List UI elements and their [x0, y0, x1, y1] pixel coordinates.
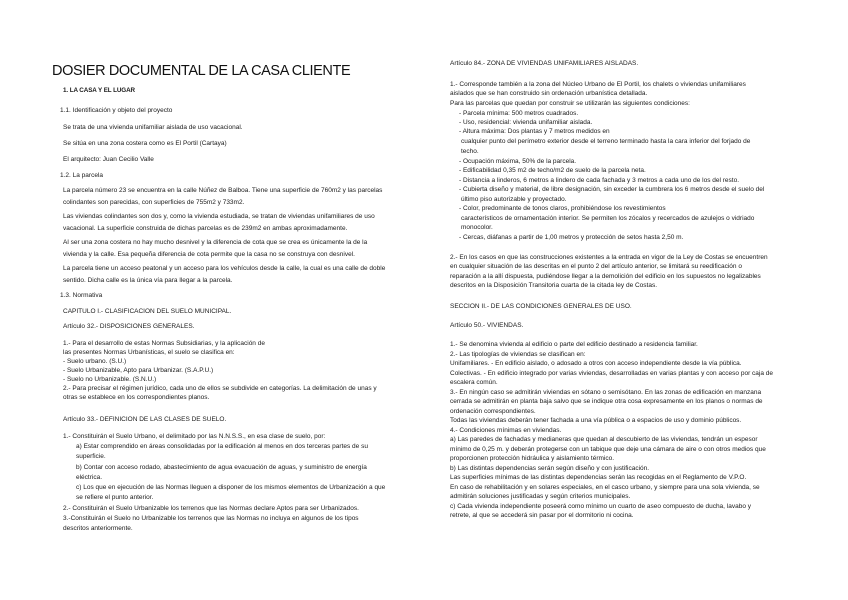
article-33-point-3: 3.-Constituirán el Suelo no Urbanizable los terrenos que las Normas no incluya en algunos de los tipos [63, 515, 359, 522]
condition-item: cualquier punto del perímetro exterior desde el terreno terminado hasta la cara inferior del forjado de [461, 138, 751, 145]
article-33-item-a: superficie. [76, 453, 106, 460]
condition-item: último piso autorizable y proyectado. [461, 196, 567, 203]
article-33-point-2: 2.- Constituirán el Suelo Urbanizable los terrenos que las Normas declare Aptos para ser Urbanizados. [63, 505, 359, 512]
article-50-line: 1.- Se denomina vivienda al edificio o parte del edificio destinado a residencia familiar. [450, 341, 698, 348]
subheading-parcela: 1.2. La parcela [60, 172, 104, 179]
article-50-line: Colectivas. - En edificio integrado por varias viviendas, desarrolladas en varias plantas y con acceso por caja de [450, 370, 774, 377]
condition-item: - Distancia a linderos, 6 metros a lindero de cada fachada y 3 metros a cada uno de los del resto. [459, 177, 740, 184]
condition-item: - Edificabilidad 0,35 m2 de techo/m2 de suelo de la parcela neta. [459, 167, 646, 174]
document-title: DOSIER DOCUMENTAL DE LA CASA CLIENTE [52, 63, 351, 79]
article-50-line: a) Las paredes de fachadas y medianeras que quedan al descubierto de las viviendas, tendrán un espesor [450, 436, 758, 443]
article-50-line: admitirán soluciones justificadas y según criterios municipales. [450, 493, 631, 500]
article-50-line: cerrada se admitirán en planta baja salvo que se indique otra cosa expresamente en los planos o normas de [450, 398, 763, 405]
paragraph-colindantes-line: Las viviendas colindantes son dos y, como la vivienda estudiada, se tratan de viviendas unifamiliares de uso [63, 213, 375, 220]
article-33-item-c: se refiere el punto anterior. [76, 494, 154, 501]
article-84-point-2: 2.- En los casos en que las construcciones existentes a la entrada en vigor de la Ley de Costas se encuentren [450, 254, 768, 261]
article-84-line: aislados que se han construido sin ordenación urbanística detallada. [450, 90, 648, 97]
article-33-point-1: 1.- Constituirán el Suelo Urbano, el delimitado por las N.N.S.S., en esa clase de suelo, por: [63, 433, 326, 440]
article-50-line: mínimo de 0,25 m. y deberán protegerse con un tabique que deje una cámara de aire o con otros medios que [450, 446, 766, 453]
article-50-line: 2.- Las tipologías de viviendas se clasifican en: [450, 351, 586, 358]
condition-item: - Altura máxima: Dos plantas y 7 metros medidos en [459, 128, 610, 135]
condition-item: - Parcela mínima: 500 metros cuadrados. [459, 110, 579, 117]
paragraph-desnivel-line: vivienda y la calle. Esa pequeña diferencia de cota permite que la casa no se construya con desnivel. [63, 251, 355, 258]
paragraph-desnivel-line: Al ser una zona costera no hay mucho desnivel y la diferencia de cota que se crea es únicamente la de la [63, 239, 368, 246]
paragraph-uso-vacacional: Se trata de una vivienda unifamiliar aislada de uso vacacional. [63, 124, 243, 131]
article-84-point-2: en cualquier situación de las descritas en el punto 2 del artículo anterior, se limitará su reedificación o [450, 263, 742, 270]
article-33-item-b: eléctrica. [76, 474, 103, 481]
condition-item: - Cercas, diáfanas a partir de 1,00 metros y protección de setos hasta 2,50 m. [459, 234, 684, 241]
paragraph-arquitecto: El arquitecto: Juan Cecilio Valle [63, 156, 154, 163]
section-heading-uso: SECCION II.- DE LAS CONDICIONES GENERALES DE USO. [450, 303, 632, 310]
condition-item: - Color, predominante de tonos claros, prohibiéndose los revestimientos [459, 205, 666, 212]
article-84-line: 1.- Corresponde también a la zona del Núcleo Urbano de El Portil, los chalets o viviendas unifamiliares [450, 81, 746, 88]
article-84-point-2: reparación a la allí dispuesta, pudiéndose llegar a la demolición del edificio en los supuestos no legalizables [450, 273, 761, 280]
paragraph-colindantes-line: vacacional. La superficie construida de dichas parcelas es de 239m2 en ambas aproximadamente. [63, 225, 348, 232]
article-50-line: Unifamiliares. - En edificio aislado, o adosado a otros con acceso independiente desde la vía pública. [450, 360, 742, 367]
article-50-line: escalera común. [450, 379, 498, 386]
subheading-normativa: 1.3. Normativa [60, 292, 103, 299]
condition-item: - Cubierta diseño y material, de libre designación, sin exceder la cumbrera los 6 metros desde el suelo del [459, 186, 765, 193]
section-heading-casa-lugar: 1. LA CASA Y EL LUGAR [63, 87, 135, 94]
paragraph-parcela-line: La parcela número 23 se encuentra en la calle Núñez de Balboa. Tiene una superficie de 760m2 y las parcelas [63, 187, 383, 194]
article-33-item-a: a) Estar comprendido en áreas consolidadas por la edificación al menos en dos terceras partes de su [76, 443, 368, 450]
article-heading-32: Artículo 32.- DISPOSICIONES GENERALES. [63, 323, 195, 330]
paragraph-parcela-line: colindantes son parecidas, con superficies de 755m2 y 733m2. [63, 199, 245, 206]
article-84-line: Para las parcelas que quedan por construir se utilizarán las siguientes condiciones: [450, 100, 690, 107]
article-50-line: c) Cada vivienda independiente poseerá como mínimo un cuarto de aseo compuesto de ducha, lavabo y [450, 503, 751, 510]
article-heading-84: Artículo 84.- ZONA DE VIVIENDAS UNIFAMILIARES AISLADAS. [450, 60, 639, 67]
article-32-line: las presentes Normas Urbanísticas, el suelo se clasifica en: [63, 349, 235, 356]
paragraph-ubicacion: Se sitúa en una zona costera como es El Portil (Cartaya) [63, 140, 227, 147]
article-32-line: 2.- Para precisar el régimen jurídico, cada uno de ellos se subdivide en categorías. La delimitación de unas y [63, 385, 377, 392]
article-32-line: 1.- Para el desarrollo de estas Normas Subsidiarias, y la aplicación de [63, 340, 265, 347]
article-32-line: - Suelo no Urbanizable. (S.N.U.) [63, 376, 157, 383]
article-50-line: b) Las distintas dependencias serán según diseño y con justificación. [450, 465, 650, 472]
article-32-line: otras se establece en los correspondientes planos. [63, 394, 210, 401]
article-33-item-c: c) Los que en ejecución de las Normas lleguen a disponer de los mismos elementos de Urbanización a que [76, 484, 386, 491]
article-50-line: Las superficies mínimas de las distintas dependencias serán las recogidas en el Reglamento de V.P.O. [450, 474, 747, 481]
condition-item: - Ocupación máxima, 50% de la parcela. [459, 158, 577, 165]
article-32-line: - Suelo urbano. (S.U.) [63, 358, 127, 365]
condition-item: techo. [461, 148, 479, 155]
article-50-line: En caso de rehabilitación y en solares especiales, en el casco urbano, y siempre para una sola vivienda, se [450, 484, 760, 491]
subheading-identificacion: 1.1. Identificación y objeto del proyecto [60, 107, 173, 114]
article-33-item-b: b) Contar con acceso rodado, abastecimiento de agua evacuación de aguas, y suministro de energía [76, 464, 367, 471]
paragraph-acceso-line: sentido. Dicha calle es la única vía para llegar a la parcela. [63, 277, 233, 284]
condition-item: - Uso, residencial: vivienda unifamiliar aislada. [459, 119, 593, 126]
article-33-point-3: descritos anteriormente. [63, 525, 133, 532]
article-heading-33: Artículo 33.- DEFINICION DE LAS CLASES DE SUELO. [63, 416, 227, 423]
paragraph-acceso-line: La parcela tiene un acceso peatonal y un acceso para los vehículos desde la calle, la cual es una calle de doble [63, 265, 386, 272]
condition-item: característicos de ornamentación interior. Se permiten los zócalos y recercados de azulejos o vidriado [461, 215, 755, 222]
condition-item: monocolor. [461, 224, 493, 231]
article-50-line: Todas las viviendas deberán tener fachada a una vía pública o a espacios de uso y dominio públicos. [450, 417, 742, 424]
article-50-line: proporcionen protección hidráulica y aislamiento térmico. [450, 455, 615, 462]
article-50-line: 4.- Condiciones mínimas en viviendas. [450, 427, 562, 434]
article-50-line: ordenación correspondientes. [450, 408, 536, 415]
chapter-heading: CAPITULO I.- CLASIFICACION DEL SUELO MUNICIPAL. [63, 308, 232, 315]
article-32-line: - Suelo Urbanizable, Apto para Urbanizar. (S.A.P.U.) [63, 367, 214, 374]
article-84-point-2: descritos en la Disposición Transitoria cuarta de la citada ley de Costas. [450, 282, 658, 289]
article-heading-50: Artículo 50.- VIVIENDAS. [450, 322, 524, 329]
article-50-line: retrete, al que se accederá sin pasar por el dormitorio ni cocina. [450, 512, 634, 519]
article-50-line: 3.- En ningún caso se admitirán viviendas en sótano o semisótano. En las zonas de edificación en manzana [450, 389, 762, 396]
